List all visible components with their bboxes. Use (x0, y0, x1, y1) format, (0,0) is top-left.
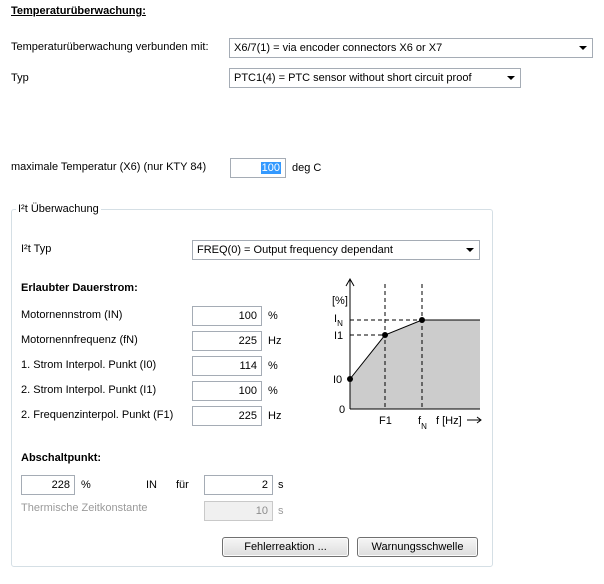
param-unit-motor-current: % (268, 310, 278, 322)
i2t-type-select[interactable] (192, 240, 480, 260)
allowed-current-title: Erlaubter Dauerstrom: (21, 282, 138, 294)
param-unit-motor-freq: Hz (268, 335, 282, 347)
cutoff-unit: % (81, 479, 91, 491)
param-label-f1: 2. Frequenzinterpol. Punkt (F1) (21, 409, 174, 421)
cutoff-ref: IN (146, 479, 157, 491)
cutoff-title: Abschaltpunkt: (21, 452, 102, 464)
param-unit-i0: % (268, 360, 278, 372)
thermal-input: 10 (204, 501, 273, 521)
chevron-down-icon (507, 76, 515, 80)
thermal-label: Thermische Zeitkonstante (21, 502, 148, 514)
param-input-motor-freq[interactable]: 225 (192, 331, 262, 351)
diagram-label-f1: F1 (379, 415, 392, 427)
diagram-label-f-hz: f [Hz] (436, 415, 462, 427)
diagram-point-i0 (347, 376, 353, 382)
diagram-area (350, 320, 480, 409)
diagram-label-in: $I_N$ (334, 313, 343, 328)
param-input-i0[interactable]: 114 (192, 356, 262, 376)
chevron-down-icon (579, 46, 587, 50)
cutoff-input[interactable]: 228 (21, 475, 75, 495)
diagram-y-unit: [%] (332, 295, 348, 307)
type-label: Typ (11, 72, 29, 84)
warning-threshold-button[interactable]: Warnungsschwelle (357, 537, 478, 557)
error-reaction-button[interactable]: Fehlerreaktion ... (222, 537, 349, 557)
cutoff-time-input[interactable]: 2 (204, 475, 273, 495)
thermal-unit: s (278, 505, 284, 517)
diagram-label-i0: I0 (333, 374, 343, 386)
chevron-down-icon (466, 248, 474, 252)
param-label-motor-current: Motornennstrom (IN) (21, 309, 123, 321)
param-unit-f1: Hz (268, 410, 282, 422)
cutoff-time-unit: s (278, 479, 284, 491)
param-label-motor-freq: Motornennfrequenz (fN) (21, 334, 138, 346)
i2t-group-title: I²t Überwachung (18, 203, 99, 215)
i2t-diagram (330, 274, 486, 434)
param-unit-i1: % (268, 385, 278, 397)
param-input-f1[interactable]: 225 (192, 406, 262, 426)
param-input-i1[interactable]: 100 (192, 381, 262, 401)
max-temp-value: 100 (261, 162, 280, 174)
max-temp-label: maximale Temperatur (X6) (nur KTY 84) (11, 161, 207, 173)
diagram-label-fn: $f_N$ (418, 415, 427, 431)
max-temp-unit: deg C (292, 162, 322, 174)
max-temp-input[interactable] (230, 158, 286, 178)
diagram-label-i1: I1 (334, 330, 344, 342)
diagram-point-i1 (382, 332, 388, 338)
i2t-type-label: I²t Typ (21, 243, 52, 255)
diagram-label-zero: 0 (339, 404, 346, 416)
diagram-point-in (419, 317, 425, 323)
cutoff-for-label: für (176, 479, 189, 491)
type-select[interactable] (229, 68, 521, 88)
i2t-type-select-value: FREQ(0) = Output frequency dependant (197, 244, 393, 256)
connection-select[interactable] (229, 38, 593, 58)
section-title: Temperaturüberwachung: (11, 5, 146, 17)
type-select-value: PTC1(4) = PTC sensor without short circuit proof (234, 72, 472, 84)
param-input-motor-current[interactable]: 100 (192, 306, 262, 326)
param-label-i0: 1. Strom Interpol. Punkt (I0) (21, 359, 157, 371)
connection-select-value: X6/7(1) = via encoder connectors X6 or X7 (234, 42, 443, 54)
connection-label: Temperaturüberwachung verbunden mit: (11, 41, 209, 53)
param-label-i1: 2. Strom Interpol. Punkt (I1) (21, 384, 157, 396)
